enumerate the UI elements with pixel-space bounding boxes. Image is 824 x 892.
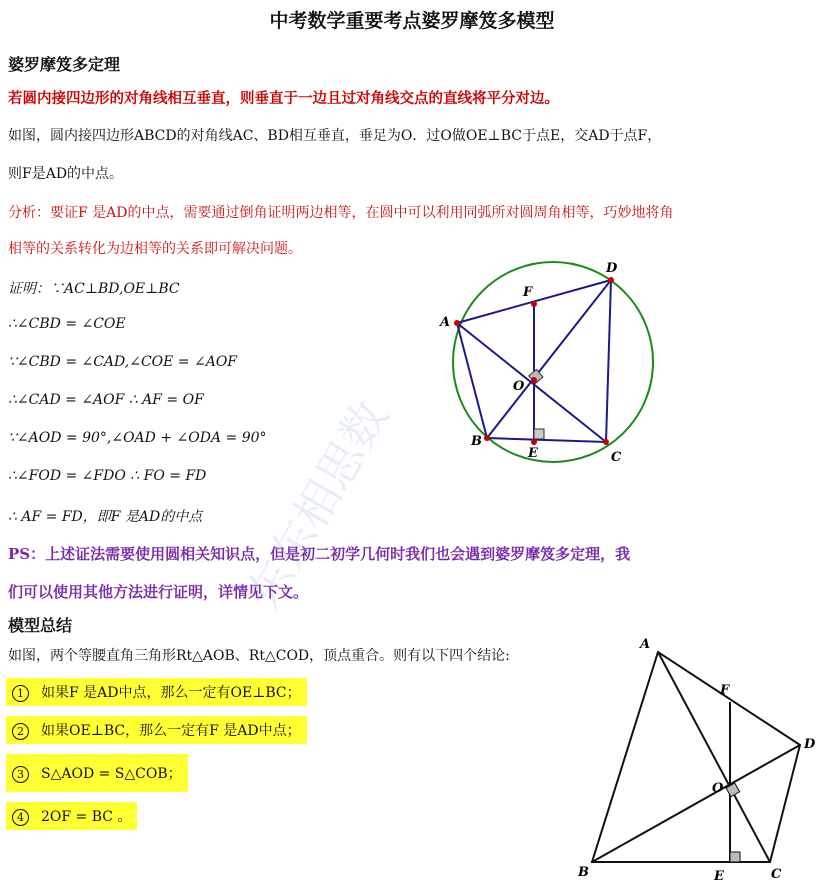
conclusion-number: 3: [12, 766, 29, 783]
conclusion-number: 4: [12, 809, 29, 826]
diagonal-bd: [487, 280, 611, 438]
label-b-2: B: [578, 865, 589, 880]
proof-step-2: ∴∠CBD = ∠COE: [8, 316, 126, 332]
section-heading-theorem: 婆罗摩笈多定理: [8, 55, 121, 74]
label-e: E: [528, 446, 538, 461]
figure2-lines: [592, 652, 800, 862]
description-line-1: 如图，圆内接四边形ABCD的对角线AC、BD相互垂直，垂足为O．过O做OE⊥BC于点E，交AD于点F，: [8, 128, 662, 144]
description-line-2: 则F是AD的中点。: [8, 166, 124, 182]
right-angle-mark-e: [534, 429, 544, 439]
label-a-2: A: [640, 637, 651, 652]
conclusion-text: 如果OE⊥BC，那么一定有F 是AD中点；: [41, 723, 301, 739]
point-c: [603, 439, 609, 445]
theorem-statement: 若圆内接四边形的对角线相互垂直，则垂直于一边且过对角线交点的直线将平分对边。: [8, 90, 559, 107]
watermark: 东东相思数: [236, 391, 399, 618]
conclusion-3: [6, 754, 188, 792]
label-e-2: E: [714, 869, 724, 884]
label-b: B: [471, 434, 482, 449]
diagonal-ac-2: [658, 652, 770, 862]
right-angle-mark-e-2: [730, 852, 740, 862]
figure-two-right-triangles: [570, 632, 820, 890]
label-o: O: [513, 379, 525, 394]
proof-step-1: 证明：∵AC⊥BD,OE⊥BC: [8, 281, 180, 297]
quadrilateral-abcd-2: [592, 652, 800, 862]
label-c-2: C: [771, 867, 782, 882]
point-a: [454, 320, 460, 326]
circumcircle: [453, 262, 653, 462]
ps-line-2: 们可以使用其他方法进行证明，详情见下文。: [8, 583, 309, 601]
summary-intro: 如图，两个等腰直角三角形Rt△AOB、Rt△COD，顶点重合。则有以下四个结论:: [8, 648, 510, 664]
analysis-line-2: 相等的关系转化为边相等的关系即可解决问题。: [8, 241, 302, 257]
conclusion-text: 2OF = BC 。: [41, 809, 132, 825]
conclusion-text: S△AOD = S△COB；: [41, 766, 182, 782]
proof-step-6: ∴∠FOD = ∠FDO ∴ FO = FD: [8, 468, 207, 484]
point-f: [531, 301, 537, 307]
conclusion-1: [6, 678, 307, 706]
page-title: 中考数学重要考点婆罗摩笈多模型: [269, 10, 555, 32]
conclusion-number: 1: [12, 685, 29, 702]
label-d: D: [606, 261, 618, 276]
proof-step-3: ∵∠CBD = ∠CAD,∠COE = ∠AOF: [8, 354, 238, 370]
point-d: [608, 277, 614, 283]
label-f-2: F: [720, 683, 730, 698]
section-heading-summary: 模型总结: [8, 616, 73, 635]
conclusion-number: 2: [12, 723, 29, 740]
point-o: [531, 377, 537, 383]
label-a: A: [440, 315, 451, 330]
figure-circle-quadrilateral: [430, 252, 670, 472]
proof-step-4: ∴∠CAD = ∠AOF ∴ AF = OF: [8, 392, 204, 408]
conclusion-4: [6, 802, 137, 830]
proof-step-7: ∴ AF = FD，即F 是AD的中点: [8, 509, 203, 525]
label-c: C: [611, 450, 622, 465]
point-e: [531, 439, 537, 445]
label-d-2: D: [804, 737, 816, 752]
analysis-line-1: 分析：要证F 是AD的中点，需要通过倒角证明两边相等，在圆中可以利用同弧所对圆周角相等，巧妙地将角: [8, 205, 674, 221]
point-b: [484, 435, 490, 441]
ps-line-1: PS：上述证法需要使用圆相关知识点，但是初二初学几何时我们也会遇到婆罗摩笈多定理，我: [8, 545, 631, 563]
label-f: F: [523, 285, 533, 300]
label-o-2: O: [712, 781, 724, 796]
conclusion-text: 如果F 是AD中点，那么一定有OE⊥BC；: [41, 685, 301, 701]
proof-step-5: ∵∠AOD = 90°,∠OAD + ∠ODA = 90°: [8, 430, 267, 446]
conclusion-2: [6, 716, 307, 744]
